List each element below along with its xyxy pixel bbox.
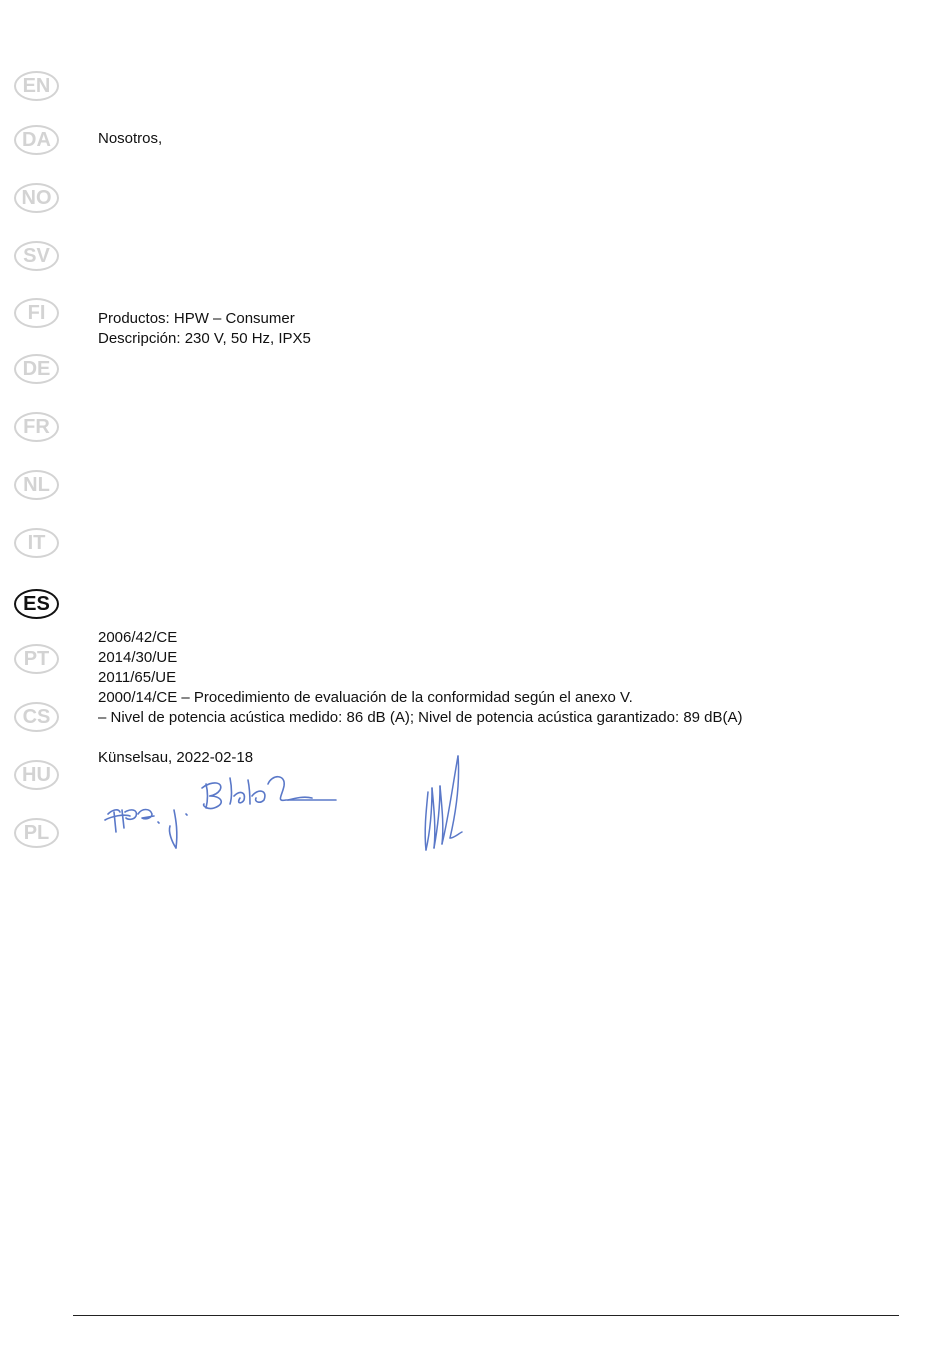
description-line: Descripción: 230 V, 50 Hz, IPX5 — [98, 330, 311, 347]
language-tab-pl: PL — [14, 818, 59, 848]
language-tab-en: EN — [14, 71, 59, 101]
signature-2 — [418, 752, 470, 854]
language-tab-de: DE — [14, 354, 59, 384]
language-tab-cs: CS — [14, 702, 59, 732]
directive-item: 2006/42/CE — [98, 629, 178, 646]
language-tab-no: NO — [14, 183, 59, 213]
place-date: Künselsau, 2022-02-18 — [98, 749, 254, 766]
directive-item: 2011/65/UE — [98, 669, 177, 686]
language-tab-fi: FI — [14, 298, 59, 328]
language-tab-pt: PT — [14, 644, 59, 674]
language-tab-sv: SV — [14, 241, 59, 271]
noise-level-line: – Nivel de potencia acústica medido: 86 dB (A); Nivel de potencia acústica garantizado: 89 dB(A) — [98, 709, 743, 726]
directive-item: 2000/14/CE – Procedimiento de evaluación de la conformidad según el anexo V. — [98, 689, 633, 706]
language-tab-nl: NL — [14, 470, 59, 500]
product-info — [98, 309, 311, 349]
language-tab-hu: HU — [14, 760, 59, 790]
language-tab-da: DA — [14, 125, 59, 155]
language-tab-it: IT — [14, 528, 59, 558]
footer-divider — [73, 1315, 899, 1316]
salutation: Nosotros, — [98, 130, 163, 147]
language-tab-es: ES — [14, 589, 59, 619]
directives-list — [98, 628, 743, 728]
products-line: Productos: HPW – Consumer — [98, 310, 295, 327]
language-tab-fr: FR — [14, 412, 59, 442]
signature-1 — [100, 770, 345, 852]
directive-item: 2014/30/UE — [98, 649, 178, 666]
